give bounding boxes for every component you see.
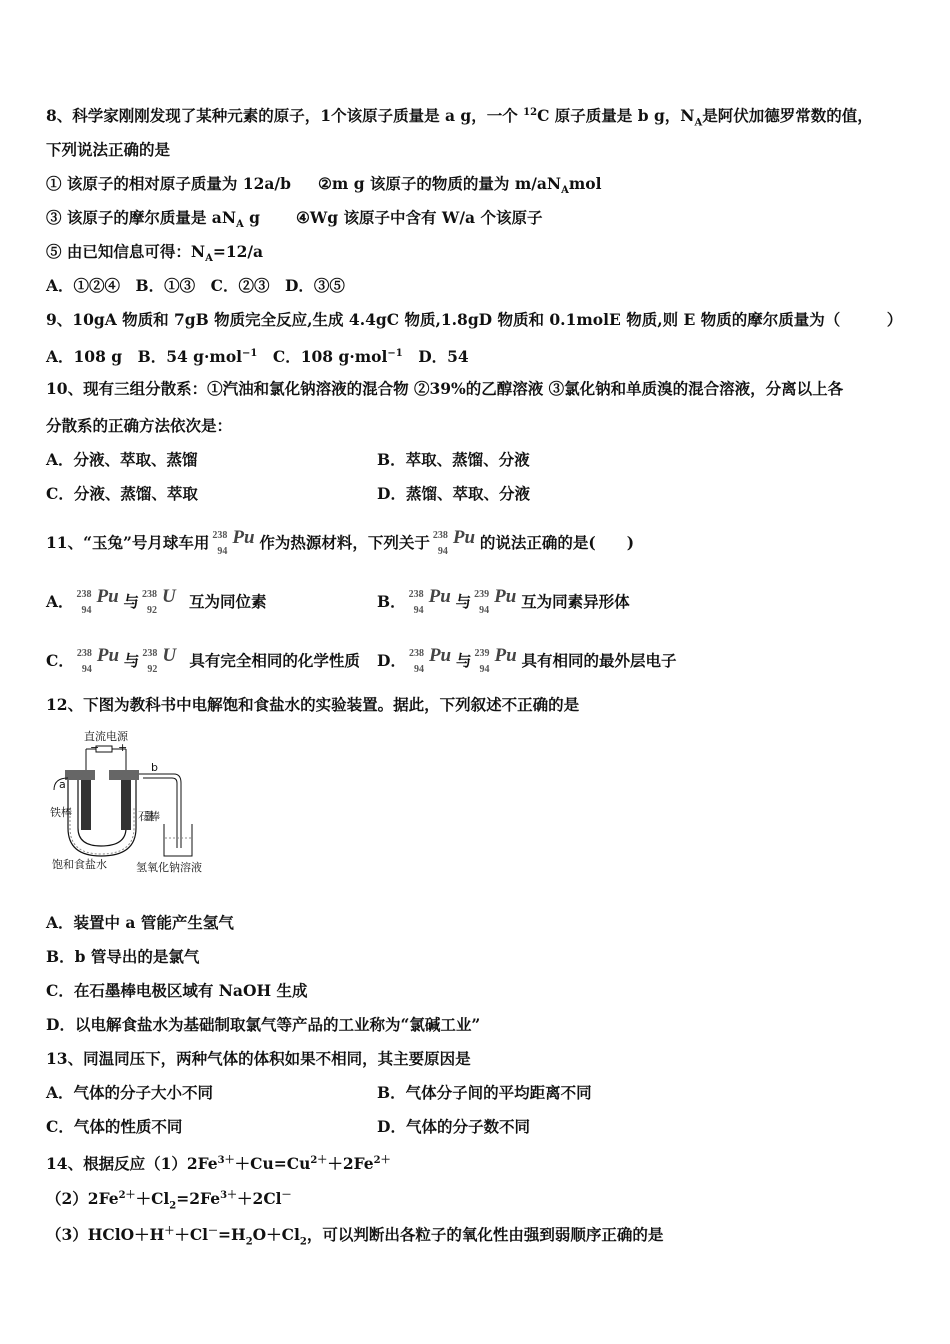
q10-option-c: C．分液、蒸馏、萃取	[46, 484, 198, 503]
minus-label: −	[90, 741, 100, 754]
q10-option-d: D．蒸馏、萃取、分液	[377, 484, 530, 503]
q8-statements-3-4: ③ 该原子的摩尔质量是 $aN_A$ g ④Wg 该原子中含有 W/a 个该原子	[46, 208, 543, 231]
q12-option-b: B．b 管导出的是氯气	[46, 947, 200, 966]
q13-option-d: D．气体的分子数不同	[377, 1117, 530, 1136]
nuclide-pu238: 238 94 Pu	[76, 645, 120, 675]
nuclide-pu238: 238 94 Pu	[76, 586, 119, 616]
right-stopper	[109, 770, 139, 780]
brine-label: 饱和食盐水	[52, 858, 107, 871]
q10-stem-line1: 10、现有三组分散系：①汽油和氯化钠溶液的混合物 ②39%的乙醇溶液 ③氯化钠和单质溴的混合溶液，分离以上各	[46, 379, 844, 398]
label-b: b	[151, 761, 158, 774]
electrolysis-apparatus-figure	[46, 728, 221, 878]
q9-options: A．108 g B．54 g·mol$^{-1}$ C．108 g·mol$^{-1}$ D．54	[46, 347, 469, 367]
graphite-rod-label: 石墨棒	[138, 810, 160, 823]
q13-stem: 13、同温同压下，两种气体的体积如果不相同，其主要原因是	[46, 1049, 471, 1068]
q13-option-c: C．气体的性质不同	[46, 1117, 183, 1136]
nuclide-pu238: 238 94 Pu	[212, 527, 255, 557]
label-a: a	[59, 778, 66, 791]
iron-rod-label: 铁棒	[50, 806, 72, 819]
naoh-label: 氢氧化钠溶液	[136, 861, 202, 874]
q10-stem-line2: 分散系的正确方法依次是：	[46, 416, 233, 435]
q13-option-b: B．气体分子间的平均距离不同	[377, 1083, 592, 1102]
q14-reaction-1: 14、根据反应$(1)2Fe^{3+}+Cu=Cu^{2+}+2Fe^{2+}$	[46, 1154, 391, 1174]
plus-label: +	[118, 741, 128, 754]
beaker	[164, 824, 192, 856]
q12-option-c: C．在石墨棒电极区域有 NaOH 生成	[46, 981, 308, 1000]
q12-option-a: A．装置中 a 管能产生氢气	[46, 913, 234, 932]
nuclide-pu239: 239 94 Pu	[474, 645, 517, 675]
q10-options-row2	[46, 484, 530, 504]
q9-stem: 9、10gA 物质和 7gB 物质完全反应,生成 4.4gC 物质,1.8gD 物质和 0.1molE 物质,则 E 物质的摩尔质量为（ ）	[46, 310, 903, 329]
q11-options-row1: A． 238 94 Pu 与 238 92 U 互为同位素 B． 238 94 Pu 与 239 94 Pu 互为同素异形体	[46, 586, 630, 616]
q8-statement-5: ⑤ 由已知信息可得：$N_A=12/a$	[46, 242, 264, 265]
q8-stem-line1: 8、科学家刚刚发现了某种元素的原子，1个该原子质量是 a g，一个 $^{12}$C 原子质量是 b g，$N_A$是阿伏加德罗常数的值，	[46, 106, 873, 129]
q13-options-row2	[46, 1117, 530, 1137]
q11-options-row2: C． 238 94 Pu 与 238 92 U 具有完全相同的化学性质 D． 238 94 Pu 与 239 94 Pu 具有相同的最外层电子	[46, 645, 677, 675]
q8-options: A．①②④ B．①③ C．②③ D．③⑤	[46, 276, 345, 295]
q10-option-b: B．萃取、蒸馏、分液	[377, 450, 530, 469]
q8-stem-line2: 下列说法正确的是	[46, 140, 171, 159]
nuclide-pu239: 239 94 Pu	[474, 586, 517, 616]
q13-option-a: A．气体的分子大小不同	[46, 1083, 214, 1102]
power-source-label: 直流电源	[84, 730, 128, 743]
q10-option-a: A．分液、萃取、蒸馏	[46, 450, 198, 469]
nuclide-u238: 238 92 U	[142, 586, 176, 616]
q11-stem: 11、“玉兔”号月球车用 238 94 Pu 作为热源材料，下列关于 238 94 Pu 的说法正确的是( )	[46, 527, 635, 557]
q12-stem: 12、下图为教科书中电解饱和食盐水的实验装置。据此，下列叙述不正确的是	[46, 695, 580, 714]
nuclide-pu238: 238 94 Pu	[432, 527, 476, 557]
q10-options-row1	[46, 450, 530, 470]
nuclide-u238: 238 92 U	[142, 645, 177, 675]
q12-option-d: D．以电解食盐水为基础制取氯气等产品的工业称为“氯碱工业”	[46, 1015, 481, 1034]
q8-statements-1-2: ① 该原子的相对原子质量为 12a/b ②m g 该原子的物质的量为 $m/aN_Amol$	[46, 174, 602, 197]
q14-reaction-3: $(3)HClO+H^++Cl^-=H_2O+Cl_2$，可以判断出各粒子的氧化性由强到弱顺序正确的是	[46, 1225, 664, 1248]
q14-reaction-2: $(2)2Fe^{2+}+Cl_2=2Fe^{3+}+2Cl^-$	[46, 1189, 292, 1212]
nuclide-pu238: 238 94 Pu	[408, 645, 452, 675]
left-stopper	[65, 770, 95, 780]
q13-options-row1	[46, 1083, 592, 1103]
nuclide-pu238: 238 94 Pu	[408, 586, 451, 616]
